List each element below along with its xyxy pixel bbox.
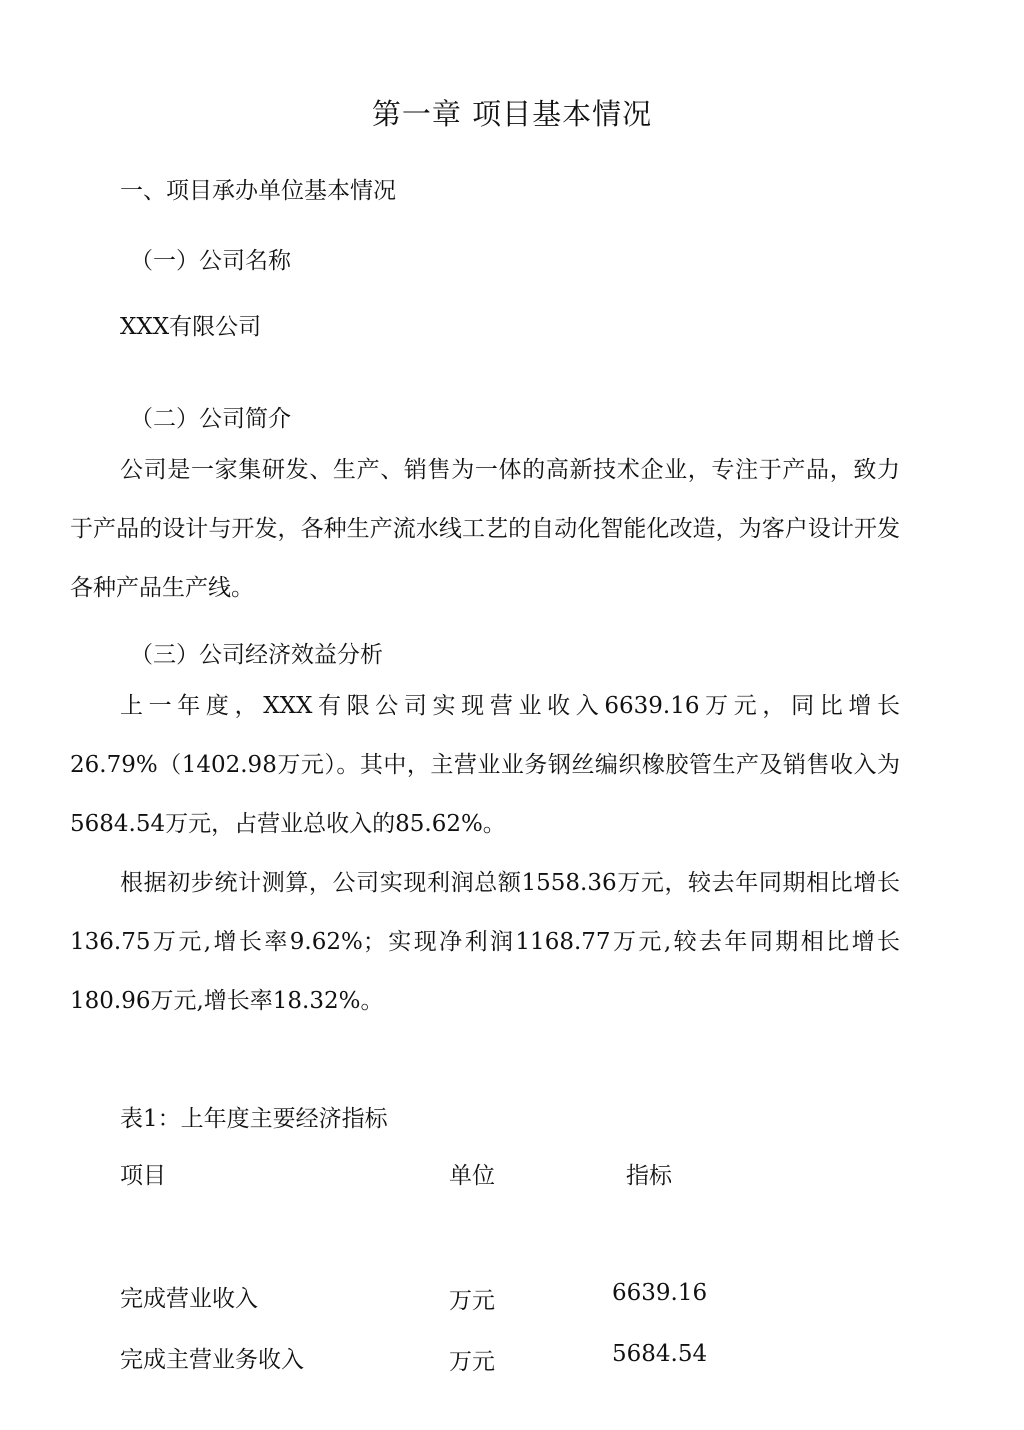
subheading-company-name: （一）公司名称: [130, 248, 291, 274]
table-cell-unit: 万元: [449, 1349, 495, 1375]
table-header-indicator: 指标: [626, 1163, 672, 1189]
table-header-unit: 单位: [449, 1163, 495, 1189]
section-heading-project-unit: 一、项目承办单位基本情况: [120, 178, 396, 204]
table-caption: 表1：上年度主要经济指标: [120, 1106, 388, 1132]
table-cell-value: 6639.16: [612, 1280, 708, 1306]
table-cell-item: 完成主营业务收入: [120, 1347, 304, 1373]
table-cell-unit: 万元: [449, 1288, 495, 1314]
table-cell-item: 完成营业收入: [120, 1286, 258, 1312]
economic-paragraph-profit: 根据初步统计测算，公司实现利润总额1558.36万元，较去年同期相比增长136.75万元,增长率9.62%；实现净利润1168.77万元,较去年同期相比增长180.96万元,增长率18.32%。: [70, 870, 900, 1014]
chapter-title: 第一章 项目基本情况: [371, 97, 653, 131]
economic-paragraph-revenue: 上一年度，XXX有限公司实现营业收入6639.16万元，同比增长26.79%（1402.98万元）。其中，主营业业务钢丝编织橡胶管生产及销售收入为5684.54万元，占营业总收入的85.62%。: [70, 693, 900, 837]
company-name: XXX有限公司: [120, 314, 262, 340]
subheading-economic-analysis: （三）公司经济效益分析: [130, 642, 383, 668]
table-cell-value: 5684.54: [612, 1341, 708, 1367]
table-header-item: 项目: [120, 1163, 166, 1189]
subheading-company-intro: （二）公司简介: [130, 406, 291, 432]
company-intro-paragraph: 公司是一家集研发、生产、销售为一体的高新技术企业，专注于产品，致力于产品的设计与开发，各种生产流水线工艺的自动化智能化改造，为客户设计开发各种产品生产线。: [70, 457, 900, 601]
